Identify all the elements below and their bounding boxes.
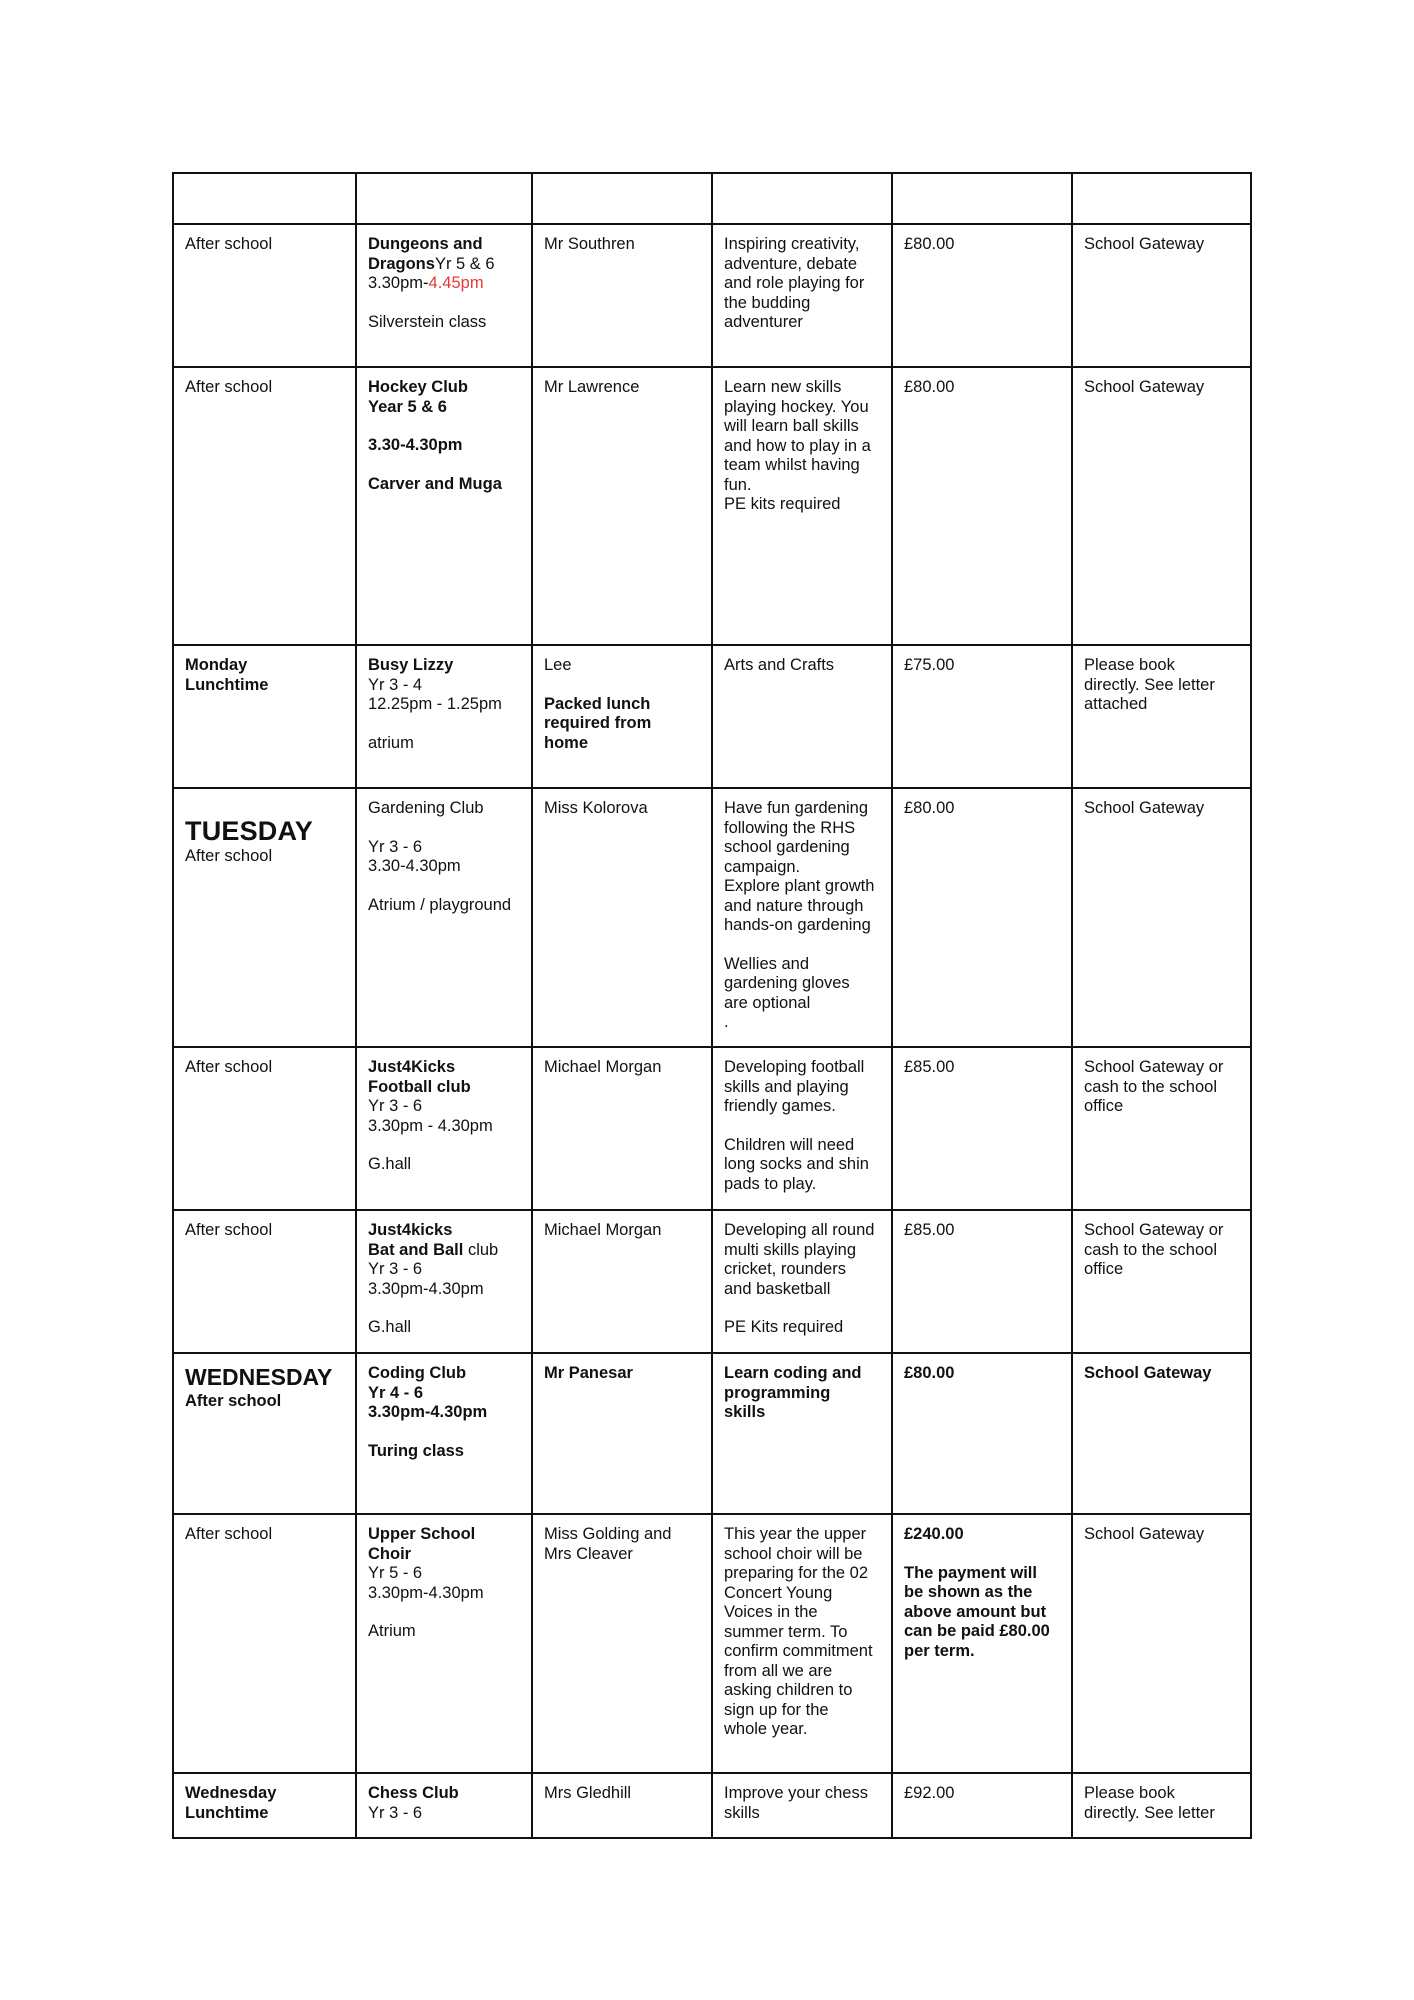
leader-note: home [544,733,589,752]
club-time: 3.30-4.30pm [368,436,463,454]
booking-cell [1072,645,1251,788]
description-line: following the RHS [724,818,856,837]
cost-note: be shown as the [904,1583,1033,1601]
description-line: Improve your chess [724,1784,868,1802]
header-cell [892,173,1072,224]
booking-line: Please book [1084,1784,1175,1802]
club-name: Just4kicks [368,1221,453,1239]
description-cell [712,1047,892,1210]
club-time: 3.30pm-4.30pm [368,1583,484,1602]
club-year: Yr 4 - 6 [368,1383,424,1402]
club-year: Yr 3 - 6 [368,1260,423,1278]
description-line: and role playing for [724,274,865,292]
day-text: Monday [185,656,248,674]
description-line: adventure, debate [724,254,858,273]
leader: Miss Kolorova [544,799,648,817]
cost: £80.00 [904,378,955,396]
table-row [173,1773,1251,1838]
leader: Michael Morgan [544,1221,662,1239]
cost: £85.00 [904,1058,955,1076]
leader: Mr Lawrence [544,378,640,396]
booking-cell [1072,1353,1251,1514]
cost-note: The payment will [904,1563,1037,1582]
club-location: Silverstein class [368,312,487,331]
leader-cell [532,1514,712,1773]
club-location: Atrium [368,1622,416,1640]
cost-note: above amount but [904,1602,1047,1621]
description-line: cricket, rounders [724,1260,846,1278]
day-cell [173,788,356,1047]
description-cell [712,367,892,645]
description-line: fun. [724,475,752,494]
booking-line: directly. See letter [1084,1803,1215,1822]
booking: School Gateway [1084,1364,1212,1382]
description-line: Children will need [724,1135,855,1154]
day-heading: TUESDAY [185,816,313,846]
cost-note: per term. [904,1641,975,1660]
header-cell [173,173,356,224]
day-heading: WEDNESDAY [185,1364,333,1390]
cost-cell [892,367,1072,645]
description-line: Have fun gardening [724,799,869,817]
club-location: atrium [368,733,414,752]
club-cell [356,367,532,645]
day-text: Wednesday [185,1784,277,1802]
description-line: long socks and shin [724,1155,869,1173]
leader-cell [532,645,712,788]
cost-cell [892,1514,1072,1773]
booking-line: office [1084,1097,1124,1115]
leader-cell [532,367,712,645]
leader: Mr Southren [544,235,635,253]
booking-line: Please book [1084,656,1175,674]
club-name: Hockey Club [368,378,468,396]
club-year: Yr 3 - 6 [368,1097,423,1115]
leader-cell [532,1773,712,1838]
table-row [173,1210,1251,1353]
cost-cell [892,1047,1072,1210]
cost-cell [892,1773,1072,1838]
club-location: Turing class [368,1441,464,1460]
leader: Lee [544,656,572,674]
cost: £80.00 [904,799,955,817]
booking-line: directly. See letter [1084,675,1215,694]
day-text: After school [185,1525,273,1543]
club-cell [356,1353,532,1514]
table-row [173,1047,1251,1210]
day-text: After school [185,1058,273,1076]
description-line: Learn new skills [724,378,842,396]
description-line: PE kits required [724,495,841,513]
club-cell [356,1210,532,1353]
booking-line: School Gateway or [1084,1058,1224,1076]
description-cell [712,1514,892,1773]
day-cell [173,1210,356,1353]
day-text: After school [185,1221,273,1239]
booking-line: attached [1084,695,1148,713]
club-time: 3.30-4.30pm [368,857,461,875]
description-line: confirm commitment [724,1642,873,1660]
club-time: 3.30pm-4.30pm [368,1279,484,1298]
description-line: Voices in the [724,1603,818,1621]
description-line: preparing for the 02 [724,1564,869,1582]
club-year: Year 5 & 6 [368,397,447,416]
description-cell [712,788,892,1047]
cost-cell [892,224,1072,367]
day-text: After school [185,235,273,253]
day-text: After school [185,378,273,396]
day-text: After school [185,1392,282,1410]
description-line: hands-on gardening [724,916,871,934]
description-cell [712,1353,892,1514]
booking-cell [1072,1047,1251,1210]
booking: School Gateway [1084,235,1205,253]
cost: £80.00 [904,235,955,253]
header-cell [1072,173,1251,224]
description-line: Concert Young [724,1583,833,1602]
day-cell [173,367,356,645]
club-name: Chess Club [368,1784,459,1802]
table-row [173,788,1251,1047]
cost: £240.00 [904,1525,964,1543]
club-year: Yr 5 & 6 [434,254,495,273]
day-sub: Lunchtime [185,675,269,694]
description-line: asking children to [724,1681,853,1699]
club-cell [356,224,532,367]
leader: Michael Morgan [544,1058,662,1076]
description-line: skills and playing [724,1077,849,1096]
booking-cell [1072,1514,1251,1773]
description-line: team whilst having [724,456,860,474]
booking: School Gateway [1084,1525,1205,1543]
cost: £85.00 [904,1221,955,1239]
cost: £92.00 [904,1784,955,1802]
club-name: Upper School [368,1525,476,1543]
description-line: Wellies and [724,954,809,973]
description-line: skills [724,1403,766,1421]
cost-cell [892,1353,1072,1514]
club-year: Yr 5 - 6 [368,1564,423,1582]
description-line: friendly games. [724,1097,836,1115]
leader: Mr Panesar [544,1364,633,1382]
description-line: adventurer [724,313,803,331]
day-cell [173,1047,356,1210]
table-row [173,1353,1251,1514]
club-name: Busy Lizzy [368,656,454,674]
cost-cell [892,1210,1072,1353]
club-name-cont: Bat and Ball [368,1240,464,1259]
club-name: Dungeons and [368,235,483,253]
description-line: This year the upper [724,1525,867,1543]
cost-note: can be paid £80.00 [904,1622,1050,1640]
club-time-end: 4.45pm [428,274,484,292]
booking-cell [1072,1210,1251,1353]
day-cell [173,1773,356,1838]
clubs-table [172,172,1252,1839]
description-line: Inspiring creativity, [724,235,860,253]
club-name: Just4Kicks [368,1058,456,1076]
description-line: from all we are [724,1661,833,1680]
day-cell [173,645,356,788]
club-time: 3.30pm - 4.30pm [368,1116,493,1135]
day-sub: Lunchtime [185,1803,269,1822]
header-cell [712,173,892,224]
club-cell [356,645,532,788]
header-cell [356,173,532,224]
description-line: school choir will be [724,1544,863,1563]
description-line: and basketball [724,1279,831,1298]
leader-cell [532,1047,712,1210]
description-line: Developing football [724,1058,865,1076]
day-cell [173,224,356,367]
description-line: PE Kits required [724,1318,844,1336]
leader-note: Packed lunch [544,694,651,713]
description-cell [712,1210,892,1353]
description-line: are optional [724,993,811,1012]
club-cell [356,788,532,1047]
leader-cell [532,1353,712,1514]
description-line: Arts and Crafts [724,656,835,674]
club-cell [356,1773,532,1838]
day-text: After school [185,847,273,865]
cost-cell [892,788,1072,1047]
table-row [173,367,1251,645]
description-line: multi skills playing [724,1240,857,1259]
description-line: school gardening [724,838,850,856]
club-name-suffix: club [463,1240,499,1259]
leader-cell [532,1210,712,1353]
table-row [173,645,1251,788]
club-name-cont: Football club [368,1077,471,1096]
day-cell [173,1514,356,1773]
table-header-row [173,173,1251,224]
booking-line: cash to the school [1084,1240,1217,1259]
description-line: gardening gloves [724,974,850,992]
club-name-cont: Dragons [368,254,435,273]
day-cell [173,1353,356,1514]
description-line: skills [724,1803,760,1822]
club-location: Atrium / playground [368,895,512,914]
description-cell [712,224,892,367]
description-line: Developing all round [724,1221,875,1239]
booking-cell [1072,224,1251,367]
leader: Miss Golding and [544,1525,672,1543]
description-cell [712,1773,892,1838]
club-cell [356,1047,532,1210]
booking: School Gateway [1084,378,1205,396]
cost: £80.00 [904,1364,955,1382]
club-location: G.hall [368,1155,412,1173]
description-line: Explore plant growth [724,877,875,895]
club-location: Carver and Muga [368,474,502,493]
leader-cell [532,788,712,1047]
club-time: 12.25pm - 1.25pm [368,695,502,713]
club-name-cont: Choir [368,1544,412,1563]
booking-cell [1072,1773,1251,1838]
club-location: G.hall [368,1318,412,1336]
description-cell [712,645,892,788]
table-row [173,1514,1251,1773]
description-line: sign up for the [724,1700,829,1719]
leader-cell [532,224,712,367]
club-name: Gardening Club [368,799,484,817]
booking-line: office [1084,1260,1124,1278]
cost-cell [892,645,1072,788]
booking-line: cash to the school [1084,1077,1217,1096]
club-name: Coding Club [368,1364,467,1382]
description-line: . [724,1013,729,1031]
description-line: the budding [724,293,811,312]
description-line: whole year. [724,1720,808,1738]
description-line: and how to play in a [724,436,871,455]
club-year: Yr 3 - 6 [368,837,423,856]
club-year: Yr 3 - 6 [368,1803,423,1822]
description-line: playing hockey. You [724,397,869,416]
booking-line: School Gateway or [1084,1221,1224,1239]
description-line: campaign. [724,857,801,876]
header-cell [532,173,712,224]
description-line: will learn ball skills [724,417,859,435]
booking: School Gateway [1084,799,1205,817]
leader: Mrs Gledhill [544,1784,632,1802]
club-time-start: 3.30pm- [368,274,429,292]
description-line: Learn coding and [724,1364,862,1382]
description-line: programming [724,1383,831,1402]
booking-cell [1072,788,1251,1047]
club-year: Yr 3 - 4 [368,675,423,694]
description-line: and nature through [724,896,864,915]
club-cell [356,1514,532,1773]
booking-cell [1072,367,1251,645]
description-line: summer term. To [724,1622,848,1641]
cost: £75.00 [904,656,955,674]
club-time: 3.30pm-4.30pm [368,1403,488,1421]
table-row [173,224,1251,367]
leader: Mrs Cleaver [544,1544,633,1563]
leader-note: required from [544,714,652,732]
description-line: pads to play. [724,1174,817,1193]
